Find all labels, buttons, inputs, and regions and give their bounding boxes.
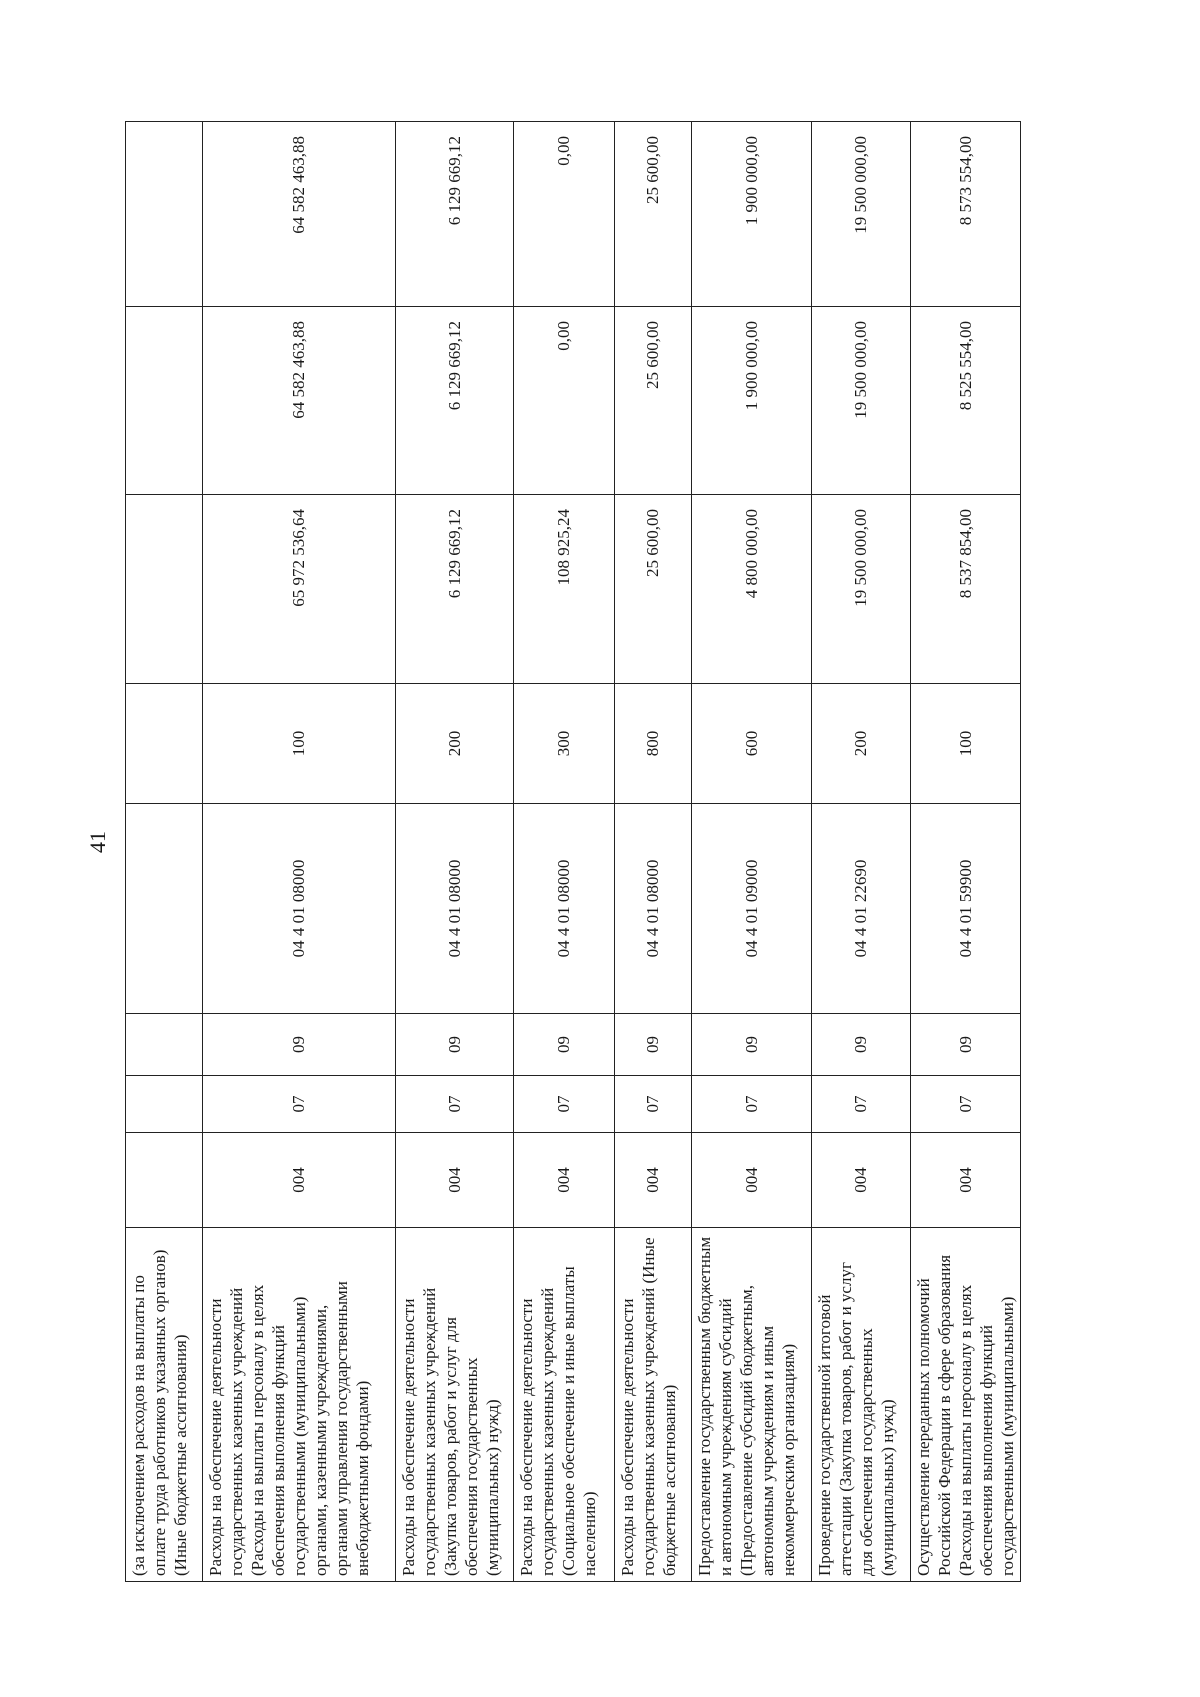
rz-cell: 07 xyxy=(911,1076,1021,1133)
pr-cell: 09 xyxy=(812,1014,911,1076)
vr-cell xyxy=(126,684,203,804)
budget-table-container xyxy=(125,122,1017,1582)
sum1-cell: 108 925,24 xyxy=(514,495,615,684)
csr-cell xyxy=(126,804,203,1014)
sum2-cell: 1 900 000,00 xyxy=(692,307,812,495)
sum3-cell: 0,00 xyxy=(514,122,615,307)
rz-cell: 07 xyxy=(203,1076,396,1133)
row-name-cell: Расходы на обеспечение деятельности государственных казенных учреждений (Расходы на выплаты персоналу в целях обеспечения выполнения функций государственными (муниципальными) органами, казенными учреждениями, органами управления государственными внебюджетными фондами) xyxy=(203,1228,396,1582)
table-row xyxy=(692,122,812,1582)
pr-cell: 09 xyxy=(911,1014,1021,1076)
sum3-cell: 25 600,00 xyxy=(615,122,692,307)
table-row xyxy=(514,122,615,1582)
sum2-cell: 64 582 463,88 xyxy=(203,307,396,495)
row-name-cell: Расходы на обеспечение деятельности государственных казенных учреждений (Закупка товаров, работ и услуг для обеспечения государственных (муниципальных) нужд) xyxy=(396,1228,514,1582)
row-name-cell: Расходы на обеспечение деятельности государственных казенных учреждений (Социальное обеспечение и иные выплаты населению) xyxy=(514,1228,615,1582)
table-row xyxy=(396,122,514,1582)
vr-cell: 600 xyxy=(692,684,812,804)
pr-cell: 09 xyxy=(692,1014,812,1076)
grbs-cell: 004 xyxy=(812,1133,911,1228)
pr-cell: 09 xyxy=(396,1014,514,1076)
rz-cell: 07 xyxy=(396,1076,514,1133)
vr-cell: 100 xyxy=(911,684,1021,804)
page-number: 41 xyxy=(85,831,110,853)
rz-cell: 07 xyxy=(514,1076,615,1133)
table-row xyxy=(203,122,396,1582)
sum1-cell: 4 800 000,00 xyxy=(692,495,812,684)
sum3-cell: 64 582 463,88 xyxy=(203,122,396,307)
grbs-cell: 004 xyxy=(692,1133,812,1228)
pr-cell xyxy=(126,1014,203,1076)
sum2-cell: 6 129 669,12 xyxy=(396,307,514,495)
table-body xyxy=(126,122,1021,1582)
sum3-cell xyxy=(126,122,203,307)
sum2-cell: 8 525 554,00 xyxy=(911,307,1021,495)
sum1-cell: 6 129 669,12 xyxy=(396,495,514,684)
vr-cell: 100 xyxy=(203,684,396,804)
table-row xyxy=(615,122,692,1582)
sum3-cell: 8 573 554,00 xyxy=(911,122,1021,307)
pr-cell: 09 xyxy=(203,1014,396,1076)
grbs-cell: 004 xyxy=(203,1133,396,1228)
csr-cell: 04 4 01 08000 xyxy=(615,804,692,1014)
vr-cell: 800 xyxy=(615,684,692,804)
rz-cell: 07 xyxy=(615,1076,692,1133)
sum1-cell xyxy=(126,495,203,684)
rz-cell xyxy=(126,1076,203,1133)
sum1-cell: 8 537 854,00 xyxy=(911,495,1021,684)
pr-cell: 09 xyxy=(615,1014,692,1076)
grbs-cell: 004 xyxy=(396,1133,514,1228)
row-name-cell: Расходы на обеспечение деятельности государственных казенных учреждений (Иные бюджетные ассигнования) xyxy=(615,1228,692,1582)
table-row xyxy=(812,122,911,1582)
table-row xyxy=(911,122,1021,1582)
csr-cell: 04 4 01 09000 xyxy=(692,804,812,1014)
sum2-cell: 0,00 xyxy=(514,307,615,495)
grbs-cell xyxy=(126,1133,203,1228)
sum2-cell: 19 500 000,00 xyxy=(812,307,911,495)
sum3-cell: 6 129 669,12 xyxy=(396,122,514,307)
vr-cell: 200 xyxy=(812,684,911,804)
sum1-cell: 19 500 000,00 xyxy=(812,495,911,684)
row-name-cell: Проведение государственной итоговой аттестации (Закупка товаров, работ и услуг для обеспечения государственных (муниципальных) нужд) xyxy=(812,1228,911,1582)
sum2-cell xyxy=(126,307,203,495)
sum3-cell: 19 500 000,00 xyxy=(812,122,911,307)
csr-cell: 04 4 01 08000 xyxy=(514,804,615,1014)
grbs-cell: 004 xyxy=(911,1133,1021,1228)
vr-cell: 300 xyxy=(514,684,615,804)
table-row xyxy=(126,122,203,1582)
grbs-cell: 004 xyxy=(615,1133,692,1228)
sum1-cell: 25 600,00 xyxy=(615,495,692,684)
row-name-cell: (за исключением расходов на выплаты по оплате труда работников указанных органов) (Иные бюджетные ассигнования) xyxy=(126,1228,203,1582)
rz-cell: 07 xyxy=(812,1076,911,1133)
pr-cell: 09 xyxy=(514,1014,615,1076)
csr-cell: 04 4 01 08000 xyxy=(203,804,396,1014)
csr-cell: 04 4 01 22690 xyxy=(812,804,911,1014)
grbs-cell: 004 xyxy=(514,1133,615,1228)
row-name-cell: Осуществление переданных полномочий Российской Федерации в сфере образования (Расходы на выплаты персоналу в целях обеспечения выполнения функций государственными (муниципальными) xyxy=(911,1228,1021,1582)
row-name-cell: Предоставление государственным бюджетным и автономным учреждениям субсидий (Предоставление субсидий бюджетным, автономным учреждениям и иным некоммерческим организациям) xyxy=(692,1228,812,1582)
sum1-cell: 65 972 536,64 xyxy=(203,495,396,684)
vr-cell: 200 xyxy=(396,684,514,804)
rz-cell: 07 xyxy=(692,1076,812,1133)
sum2-cell: 25 600,00 xyxy=(615,307,692,495)
csr-cell: 04 4 01 08000 xyxy=(396,804,514,1014)
sum3-cell: 1 900 000,00 xyxy=(692,122,812,307)
csr-cell: 04 4 01 59900 xyxy=(911,804,1021,1014)
budget-table xyxy=(125,121,1021,1582)
